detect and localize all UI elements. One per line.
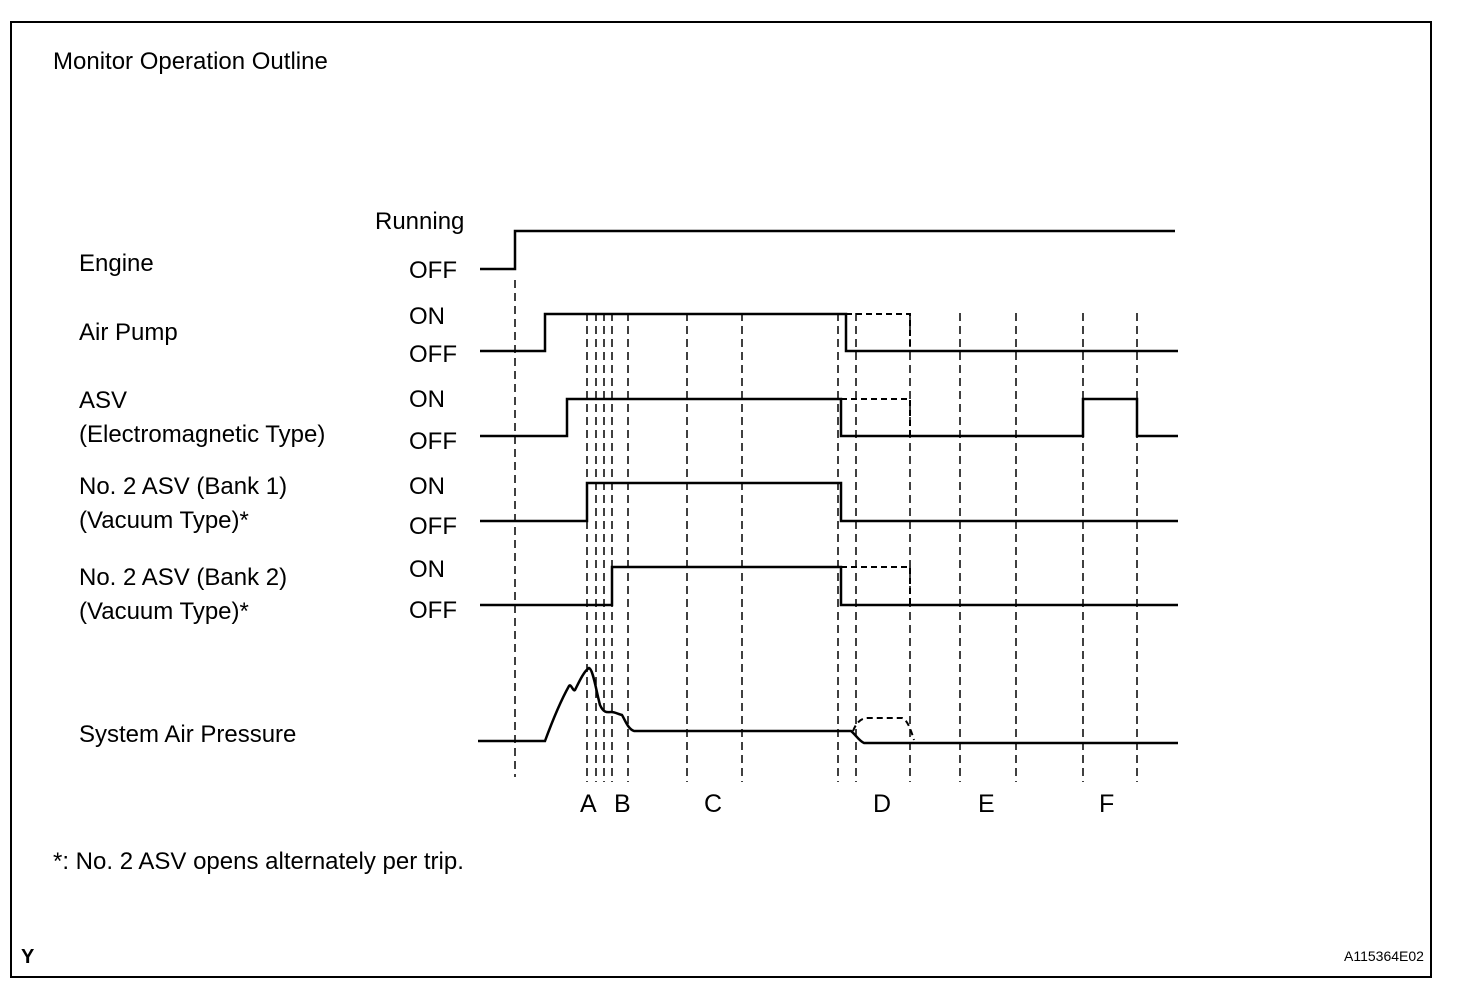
diagram-title: Monitor Operation Outline — [53, 48, 328, 75]
footnote: *: No. 2 ASV opens alternately per trip. — [53, 848, 464, 875]
asv-on-label: ON — [409, 386, 445, 413]
phase-label-b: B — [614, 790, 631, 818]
phase-label-e: E — [978, 790, 995, 818]
asv2-bank2-label: No. 2 ASV (Bank 2) — [79, 564, 288, 591]
asv2-bank1-on-label: ON — [409, 473, 445, 500]
phase-label-a: A — [580, 790, 597, 818]
asv2-bank2-waveform — [480, 567, 1178, 605]
engine-label: Engine — [79, 250, 154, 277]
asv2-bank1-waveform — [480, 483, 1178, 521]
phase-label-f: F — [1099, 790, 1115, 818]
asv2-bank1-type-label: (Vacuum Type)* — [79, 507, 249, 534]
engine-running-label: Running — [375, 208, 465, 235]
pressure-label: System Air Pressure — [79, 721, 297, 748]
engine-off-label: OFF — [409, 257, 457, 284]
asv2-bank2-alt-trace — [841, 567, 910, 605]
figure-code: A115364E02 — [1344, 948, 1424, 964]
asv-type-label: (Electromagnetic Type) — [79, 421, 326, 448]
phase-label-d: D — [873, 790, 892, 818]
phase-label-c: C — [704, 790, 723, 818]
pressure-waveform — [478, 668, 1178, 743]
asv2-bank2-on-label: ON — [409, 556, 445, 583]
pressure-alt-trace — [853, 718, 914, 740]
asv2-bank2-type-label: (Vacuum Type)* — [79, 598, 249, 625]
air-pump-label: Air Pump — [79, 319, 178, 346]
air-pump-on-label: ON — [409, 303, 445, 330]
air-pump-off-label: OFF — [409, 341, 457, 368]
asv2-bank2-off-label: OFF — [409, 597, 457, 624]
asv-alt-trace — [841, 399, 910, 436]
air-pump-waveform — [480, 314, 1178, 351]
asv-off-label: OFF — [409, 428, 457, 455]
engine-waveform — [480, 231, 1175, 269]
asv2-bank1-label: No. 2 ASV (Bank 1) — [79, 473, 288, 500]
asv2-bank1-off-label: OFF — [409, 513, 457, 540]
corner-mark: Y — [21, 946, 35, 968]
asv-label: ASV — [79, 387, 128, 414]
asv-waveform — [480, 399, 1178, 436]
